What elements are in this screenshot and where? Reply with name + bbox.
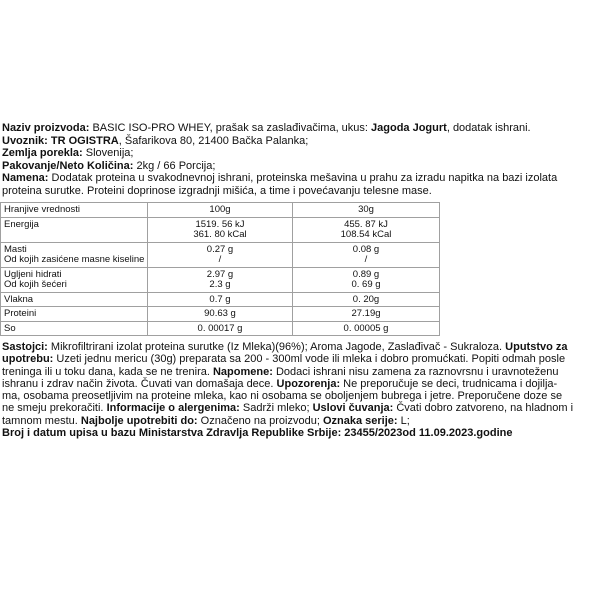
nutrient-label: Masti xyxy=(4,243,27,255)
nutrition-header-100g: 100g xyxy=(148,203,293,217)
importer-name: TR OGISTRA xyxy=(50,134,119,147)
usage-text: Uzeti jednu mericu (30g) preparata sa 200 - 300ml vode ili mleka i dobro promućkati. Popiti odmah posle xyxy=(56,353,566,366)
package-value: 2kg / 66 Porcija; xyxy=(136,159,216,172)
notes-text: Dodaci ishrani nisu zamena za raznovrsnu i uravnoteženu xyxy=(275,365,559,378)
usage-text: treninga ili u toku dana, kada se ne trenira. xyxy=(2,365,210,378)
details-line xyxy=(2,402,573,414)
value-30g: 0.08 g xyxy=(352,243,380,255)
nutrition-row-fiber xyxy=(1,293,440,308)
nutrient-name-cell xyxy=(1,268,148,292)
details-line xyxy=(2,378,573,390)
nutrient-label: Energija xyxy=(4,218,39,230)
best-before-text: Označeno na proizvodu; xyxy=(200,414,320,427)
value-100g: 0. 00017 g xyxy=(148,322,293,336)
nutrient-label: Proteini xyxy=(1,307,148,321)
origin-label: Zemlja porekla: xyxy=(2,147,83,160)
nutrient-sublabel: Od kojih šećeri xyxy=(4,279,67,290)
purpose-text: proteina surutke. Proteini doprinose izgradnji mišića, a time i povećavanju telesne mase. xyxy=(2,184,432,197)
details-line xyxy=(2,341,573,353)
value-100g-kj: 1519. 56 kJ xyxy=(195,218,245,230)
ingredients-label: Sastojci: xyxy=(2,341,48,353)
ingredients-text: Mikrofiltrirani izolat proteina surutke (Iz Mleka)(96%); Aroma Jagode, Zaslađivač - Sukraloza. xyxy=(50,341,503,353)
value-30g: 0.89 g xyxy=(352,268,380,280)
nutrition-row-carbohydrates xyxy=(1,268,440,293)
importer-label: Uvoznik: xyxy=(2,134,48,147)
registration-text: Broj i datum upisa u bazu Ministarstva Zdravlja Republike Srbije: 23455/2023od 11.09.2023.godine xyxy=(2,427,513,440)
product-name-suffix: , dodatak ishrani. xyxy=(446,122,531,134)
nutrient-name-cell xyxy=(1,243,148,267)
usage-label: upotrebu: xyxy=(2,353,54,366)
purpose-line xyxy=(2,172,557,185)
product-name: BASIC ISO-PRO WHEY, prašak sa zaslađivačima, ukus: xyxy=(92,122,368,134)
nutrition-row-fat xyxy=(1,243,440,268)
batch-label: Oznaka serije: xyxy=(322,414,398,427)
nutrition-header-row xyxy=(1,203,440,218)
origin-value: Slovenija; xyxy=(85,147,134,160)
batch-text: L; xyxy=(400,414,410,427)
details-line xyxy=(2,390,573,402)
allergens-label: Informacije o alergenima: xyxy=(106,402,240,415)
details-line xyxy=(2,366,573,378)
purpose-text: Dodatak proteina u svakodnevnoj ishrani, proteinska mešavina u prahu za izradu napitka na bazi izolata xyxy=(51,172,558,185)
value-30g-sub: / xyxy=(364,254,368,265)
nutrition-header-30g: 30g xyxy=(293,203,440,217)
value-30g-kj: 455. 87 kJ xyxy=(344,218,388,230)
value-100g-kcal: 361. 80 kCal xyxy=(193,229,247,240)
product-name-label: Naziv proizvoda: xyxy=(2,122,90,134)
warnings-label: Upozorenja: xyxy=(276,377,341,390)
nutrient-label: Ugljeni hidrati xyxy=(4,268,62,280)
product-info xyxy=(2,122,557,198)
details-line xyxy=(2,415,573,427)
value-30g-cell xyxy=(293,268,440,292)
value-100g-cell xyxy=(148,268,293,292)
nutrient-name-cell xyxy=(1,218,148,242)
details-line xyxy=(2,353,573,365)
nutrition-row-salt xyxy=(1,322,440,337)
storage-label: Uslovi čuvanja: xyxy=(312,402,394,415)
value-30g-kcal: 108.54 kCal xyxy=(340,229,392,240)
value-100g-cell xyxy=(148,243,293,267)
purpose-line-continued xyxy=(2,185,557,198)
warnings-text: ma, osobama preosetljivim na proteine mleka, kao ni osobama se oboljenjem bubrega i jetre. Preporučene doze se xyxy=(2,390,563,403)
registration-line xyxy=(2,427,573,439)
nutrient-sublabel: Od kojih zasićene masne kiseline xyxy=(4,254,145,265)
package-line xyxy=(2,160,557,173)
warnings-text: Ne preporučuje se deci, trudnicama i dojilja- xyxy=(343,377,558,390)
importer-line xyxy=(2,135,557,148)
value-100g: 0.7 g xyxy=(148,293,293,307)
value-100g: 2.97 g xyxy=(206,268,234,280)
importer-address: , Šafarikova 80, 21400 Bačka Palanka; xyxy=(118,134,309,147)
value-30g: 27.19g xyxy=(293,307,440,321)
value-100g-sub: 2.3 g xyxy=(209,279,231,290)
product-name-line xyxy=(2,122,557,135)
product-details xyxy=(2,341,573,439)
warnings-text: ne smeju prekoračiti. xyxy=(2,402,104,415)
value-30g-cell xyxy=(293,243,440,267)
value-30g: 0. 00005 g xyxy=(293,322,440,336)
storage-text: tamnom mestu. xyxy=(2,414,78,427)
notes-label: Napomene: xyxy=(212,365,273,378)
value-100g: 90.63 g xyxy=(148,307,293,321)
value-30g-sub: 0. 69 g xyxy=(351,279,381,290)
nutrition-row-protein xyxy=(1,307,440,322)
value-100g-sub: / xyxy=(218,254,222,265)
notes-text: ishranu i zdrav način života. Čuvati van domašaja dece. xyxy=(2,377,274,390)
nutrition-header-label: Hranjive vrednosti xyxy=(1,203,148,217)
nutrient-label: So xyxy=(1,322,148,336)
usage-label: Uputstvo za xyxy=(505,341,568,353)
storage-text: Čvati dobro zatvoreno, na hladnom i xyxy=(396,402,574,415)
nutrition-row-energy xyxy=(1,218,440,243)
allergens-text: Sadrži mleko; xyxy=(242,402,310,415)
origin-line xyxy=(2,147,557,160)
nutrient-label: Vlakna xyxy=(1,293,148,307)
value-30g: 0. 20g xyxy=(293,293,440,307)
nutrition-table xyxy=(0,202,440,336)
package-label: Pakovanje/Neto Količina: xyxy=(2,159,134,172)
value-30g-cell xyxy=(293,218,440,242)
product-flavor: Jagoda Jogurt xyxy=(371,122,447,134)
purpose-label: Namena: xyxy=(2,172,49,185)
best-before-label: Najbolje upotrebiti do: xyxy=(80,414,198,427)
value-100g-cell xyxy=(148,218,293,242)
value-100g: 0.27 g xyxy=(206,243,234,255)
